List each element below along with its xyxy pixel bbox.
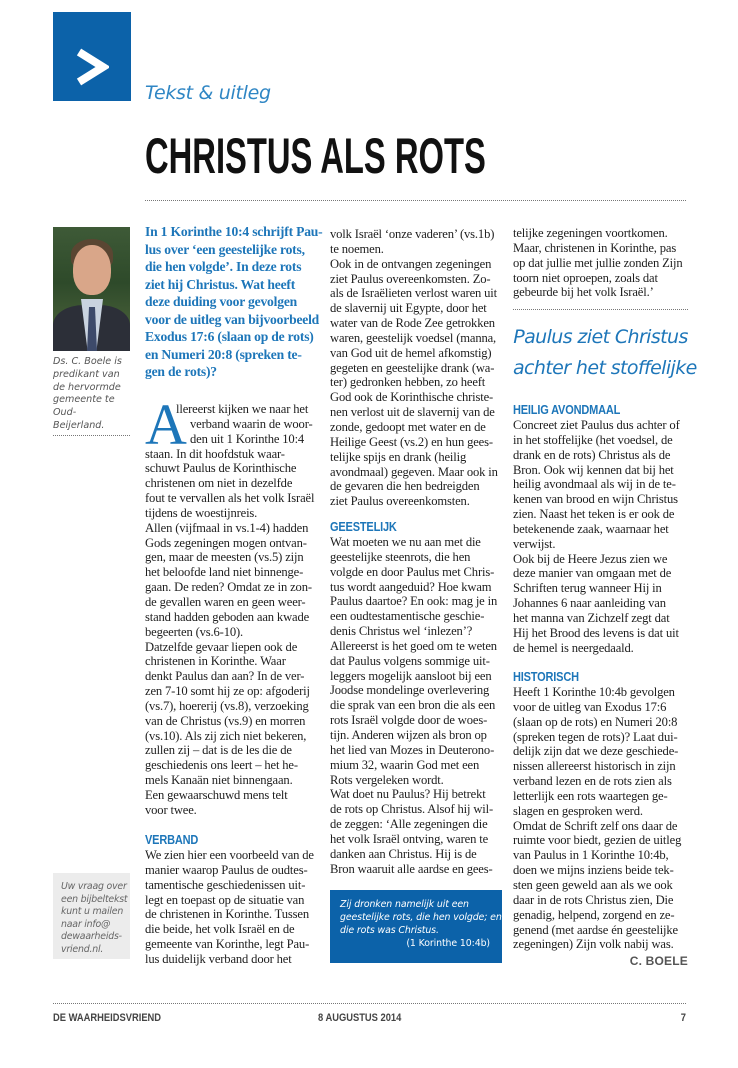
text-line: verband waarin de woor- xyxy=(190,416,313,431)
info-line: vriend.nl. xyxy=(61,943,104,955)
text-line: (vs.10). Als zij zich niet bekeren, xyxy=(145,728,307,743)
text-line: Maar, christenen in Korinthe, pas xyxy=(513,240,677,255)
text-line: nen verlost uit de slavernij van de xyxy=(330,405,495,420)
text-line: Datzelfde gevaar liepen ook de xyxy=(145,639,298,654)
text-line: een oudtestamentische geschie- xyxy=(330,609,485,624)
text-line: telijke spijs en drank (heilig xyxy=(330,449,467,464)
text-line: tijdens de woestijnreis. xyxy=(145,505,258,520)
text-line: voor de uitleg van bijvoorbeeld xyxy=(145,311,320,327)
info-line: naar info@ xyxy=(61,918,111,930)
text-line: die beide, het volk Israël en de xyxy=(145,922,295,937)
caption-divider xyxy=(53,435,130,436)
text-line: den uit 1 Korinthe 10:4 xyxy=(190,431,305,446)
text-line: Allereerst is het goed om te weten xyxy=(330,638,497,653)
text-line: betekenende zaak, waarnaar het xyxy=(513,521,669,536)
text-line: lus over ‘een geestelijke rots, xyxy=(145,241,305,257)
text-line: volgde en door Paulus met Chris- xyxy=(330,564,495,579)
text-line: slagen en gesproken werd. xyxy=(513,803,643,818)
section-heading: VERBAND xyxy=(145,833,199,847)
info-line: dewaarheids- xyxy=(61,931,122,942)
footer-divider xyxy=(53,1003,686,1004)
text-line: denkt Paulus dan aan? In de ver- xyxy=(145,669,305,684)
info-line: Uw vraag over xyxy=(61,881,127,892)
text-line: In 1 Korinthe 10:4 schrijft Pau- xyxy=(145,224,323,239)
text-line: waren, geestelijk voedsel (manna, xyxy=(330,330,497,345)
text-line: deze manier van omgaan met de xyxy=(513,566,672,581)
text-line: volk Israël ‘onze vaderen’ (vs.1b) xyxy=(330,227,495,241)
text-line: gen de rots)? xyxy=(145,364,217,379)
text-line: het beloofde land niet binnenge- xyxy=(145,565,304,580)
author-photo xyxy=(53,227,130,351)
text-line: ruimte voor biedt, gezien de uitleg xyxy=(513,833,682,848)
text-line: en Numeri 20:8 (spreken te- xyxy=(145,346,302,362)
text-line: van Paulus in 1 Korinthe 10:4b, xyxy=(513,848,669,863)
lead-paragraph xyxy=(145,223,323,381)
section-heading: HEILIG AVONDMAAL xyxy=(513,403,621,417)
text-line: het volk Israël ontving, waren te xyxy=(330,831,489,846)
footer-publication: DE WAARHEIDSVRIEND xyxy=(53,1012,162,1024)
text-line: zen 7-10 somt hij ze op: afgoderij xyxy=(145,684,310,699)
quote-line: die rots was Christus. xyxy=(340,925,439,936)
text-line: de slavernij uit Egypte, door het xyxy=(330,301,487,316)
caption-line: predikant van xyxy=(53,368,120,380)
text-line: tus wordt aangeduid? Hoe kwam xyxy=(330,579,492,594)
text-line: llereerst kijken we naar het xyxy=(176,402,309,416)
section-heading: HISTORISCH xyxy=(513,670,579,684)
text-line: Ook bij de Heere Jezus zien we xyxy=(513,551,668,566)
text-line: tijn. Anderen wijzen als bron op xyxy=(330,727,487,742)
text-line: verband lezen en de rots zien als xyxy=(513,774,672,789)
text-line: gegeten en geestelijke drank (wa- xyxy=(330,360,495,375)
text-line: zegeningen) Zijn volk nabij was. xyxy=(513,937,674,952)
text-line: toorn niet oproepen, zoals dat xyxy=(513,270,658,285)
text-line: Bron. Ook wij kennen dat bij het xyxy=(513,462,674,477)
text-line: Heeft 1 Korinthe 10:4b gevolgen xyxy=(513,685,675,699)
caption-line: de hervormde xyxy=(53,381,121,393)
text-line: Wat doet nu Paulus? Hij betrekt xyxy=(330,787,486,802)
text-line: op dat jullie met jullie zonden Zijn xyxy=(513,255,683,270)
text-line: ter) gedronken hebben, zo heeft xyxy=(330,375,486,390)
body-text xyxy=(330,227,502,509)
text-line: Allen (vijfmaal in vs.1-4) hadden xyxy=(145,520,309,535)
pull-quote-line: achter het stoffelijke xyxy=(513,357,697,379)
text-line: nissen allereerst historisch in zijn xyxy=(513,759,676,774)
info-box xyxy=(53,873,130,959)
text-line: Johannes 6 naar aanleiding van xyxy=(513,596,666,611)
text-line: het lied van Mozes in Deuterono- xyxy=(330,742,495,757)
text-line: deze duiding voor gevolgen xyxy=(145,294,298,309)
text-line: gaan. De reden? Omdat ze in zon- xyxy=(145,580,312,595)
text-line: Ook in de ontvangen zegeningen xyxy=(330,256,492,271)
caption-line: Ds. C. Boele is xyxy=(53,356,122,367)
text-line: die sprak van een bron die als een xyxy=(330,698,496,713)
text-line: van de Christus (vs.9) en morren xyxy=(145,713,306,728)
author-caption xyxy=(53,356,133,433)
quote-reference: (1 Korinthe 10:4b) xyxy=(406,938,490,949)
text-line: gemeente van Korinthe, legt Pau- xyxy=(145,937,310,952)
text-line: als de Israëlieten verlost waren uit xyxy=(330,286,497,301)
text-line: van God uit de hemel afkomstig) xyxy=(330,345,492,360)
text-line: Rots vergeleken wordt. xyxy=(330,772,444,787)
text-line: begeerten (vs.6-10). xyxy=(145,624,244,639)
quote-line: Zij dronken namelijk uit een xyxy=(340,899,469,910)
text-line: Schriften terug wanneer Hij in xyxy=(513,581,662,596)
author-signature: C. BOELE xyxy=(629,954,688,968)
text-line: schuwt Paulus de Korinthische xyxy=(145,461,297,476)
text-line: het manna van Zichzelf zegt dat xyxy=(513,610,670,625)
text-line: ziet Paulus overeenkomsten. Zo- xyxy=(330,271,491,286)
text-line: letterlijk een rots waartegen ge- xyxy=(513,788,668,803)
quote-line: geestelijke rots, die hen volgde; en xyxy=(340,912,502,923)
text-line: lus duidelijk verband door het xyxy=(145,951,292,966)
text-line: (spreken tegen de rots)? Laat dui- xyxy=(513,729,678,744)
text-line: dat Paulus volgens sommige uit- xyxy=(330,653,490,668)
body-text xyxy=(145,848,317,967)
body-text xyxy=(330,535,502,876)
text-line: stand hadden geboden aan kwade xyxy=(145,609,310,624)
text-line: denis Christus wel ‘inlezen’? xyxy=(330,624,473,639)
drop-cap: A xyxy=(145,392,187,457)
text-line: in het stoffelijke (het voedsel, de xyxy=(513,432,673,447)
text-line: doen we mijns inziens beide tek- xyxy=(513,863,674,878)
text-line: de rots op Christus. Alsof hij wil- xyxy=(330,802,494,817)
text-line: ziet hij Christus. Wat heeft xyxy=(145,276,296,292)
text-line: de gevaren die hen bedreigden xyxy=(330,479,480,494)
footer-date: 8 AUGUSTUS 2014 xyxy=(318,1012,402,1024)
info-line: een bijbeltekst xyxy=(61,893,128,905)
text-line: genend (met aardse én geestelijke xyxy=(513,922,678,937)
text-line: Omdat de Schrift zelf ons daar de xyxy=(513,818,678,833)
text-line: mels Kanaän niet binnengaan. xyxy=(145,773,293,788)
pull-quote xyxy=(513,322,697,384)
text-line: de gevallen waren en geen weer- xyxy=(145,594,306,609)
page-title: CHRISTUS ALS ROTS xyxy=(145,128,486,184)
text-line: verwijst. xyxy=(513,536,556,551)
text-line: kenen van brood en wijn Christus xyxy=(513,492,678,507)
text-line: heilig avondmaal als wij in de te- xyxy=(513,477,676,492)
text-line: voor de uitleg van Exodus 17:6 xyxy=(513,699,667,714)
text-line: telijke zegeningen voortkomen. xyxy=(513,226,668,240)
section-heading: GEESTELIJK xyxy=(330,520,397,534)
bible-quote-box xyxy=(330,890,502,963)
pull-quote-divider xyxy=(513,309,688,310)
text-line: Concreet ziet Paulus dus achter of xyxy=(513,418,680,432)
text-line: mium 32, waarin God met een xyxy=(330,757,480,772)
text-line: de christenen in Korinthe. Tussen xyxy=(145,907,310,922)
text-line: danken aan Christus. Hij is de xyxy=(330,846,477,861)
text-line: zonde, gedoopt met water en de xyxy=(330,419,486,434)
text-line: Hij het Brood des levens is dat uit xyxy=(513,625,679,640)
text-line: ziet Paulus overeenkomsten. xyxy=(330,494,470,509)
text-line: God ook de Korinthische christe- xyxy=(330,390,494,405)
text-line: avondmaal) gegeven. Maar ook in xyxy=(330,464,498,479)
text-line: tamentische geschiedenissen uit- xyxy=(145,877,306,892)
text-line: de hemel is neergedaald. xyxy=(513,640,634,655)
text-line: gebeurde bij het volk Israël.’ xyxy=(513,285,654,300)
text-line: Exodus 17:6 (slaan op de rots) xyxy=(145,329,314,344)
title-divider xyxy=(145,200,686,201)
text-line: legt en toepast op de situatie van xyxy=(145,892,305,907)
text-line: Gods zegeningen mogen ontvan- xyxy=(145,535,307,550)
text-line: sten geen geweld aan als we ook xyxy=(513,877,673,892)
pull-quote-line: Paulus ziet Christus xyxy=(513,326,688,348)
caption-line: gemeente te Oud- xyxy=(53,394,115,419)
text-line: Heilige Geest (vs.2) en hun gees- xyxy=(330,434,493,449)
text-line: daar in de rots Christus zien, Die xyxy=(513,892,674,907)
text-line: Bron waaruit alle aardse en gees- xyxy=(330,861,493,876)
text-line: genadig, helpend, zorgend en ze- xyxy=(513,907,675,922)
text-line: geestelijke steenrots, die hen xyxy=(330,549,471,564)
text-line: staan. In dit hoofdstuk waar- xyxy=(145,446,285,461)
text-line: christenen om niet in dezelfde xyxy=(145,476,293,491)
text-line: geschiedenis ons leert – het he- xyxy=(145,758,298,773)
footer-page-number: 7 xyxy=(680,1012,686,1024)
text-line: manier waarop Paulus de oudtes- xyxy=(145,862,308,877)
section-label: Tekst & uitleg xyxy=(145,82,271,104)
text-line: leggers mogelijk aansloot bij een xyxy=(330,668,492,683)
body-text xyxy=(513,685,688,952)
text-line: zien. Naast het teken is er ook de xyxy=(513,507,675,522)
text-line: Een gewaarschuwd mens telt xyxy=(145,787,288,802)
body-text xyxy=(145,392,317,818)
text-line: Joodse mondelinge overlevering xyxy=(330,683,490,698)
text-line: rots Israël volgde door de woes- xyxy=(330,713,488,728)
text-line: delijk zijn dat we deze geschiede- xyxy=(513,744,679,759)
text-line: (slaan op de rots) en Numeri 20:8 xyxy=(513,714,678,729)
text-line: (vs.7), hoererij (vs.8), verzoeking xyxy=(145,698,309,713)
body-text xyxy=(513,418,688,656)
text-line: christenen in Korinthe. Waar xyxy=(145,654,286,669)
text-line: Paulus daartoe? En ook: mag je in xyxy=(330,594,498,609)
text-line: zullen zij – dat is de les die de xyxy=(145,743,292,758)
section-logo xyxy=(53,12,131,101)
text-line: We zien hier een voorbeeld van de xyxy=(145,848,314,862)
info-line: kunt u mailen xyxy=(61,906,124,917)
text-line: de zeggen: ‘Alle zegeningen die xyxy=(330,817,488,832)
body-text xyxy=(513,226,688,300)
caption-line: Beijerland. xyxy=(53,419,105,431)
chevron-right-icon xyxy=(75,48,109,86)
text-line: Wat moeten we nu aan met die xyxy=(330,535,481,549)
text-line: fout te vervallen als het volk Israël xyxy=(145,491,315,506)
text-line: te noemen. xyxy=(330,241,384,256)
text-line: gen, maar de meesten (vs.5) zijn xyxy=(145,550,304,565)
text-line: die hen volgde’. In deze rots xyxy=(145,259,302,274)
text-line: drank en de rots) Christus als de xyxy=(513,447,671,462)
text-line: voor twee. xyxy=(145,802,197,817)
text-line: water van de Rode Zee getrokken xyxy=(330,316,495,331)
